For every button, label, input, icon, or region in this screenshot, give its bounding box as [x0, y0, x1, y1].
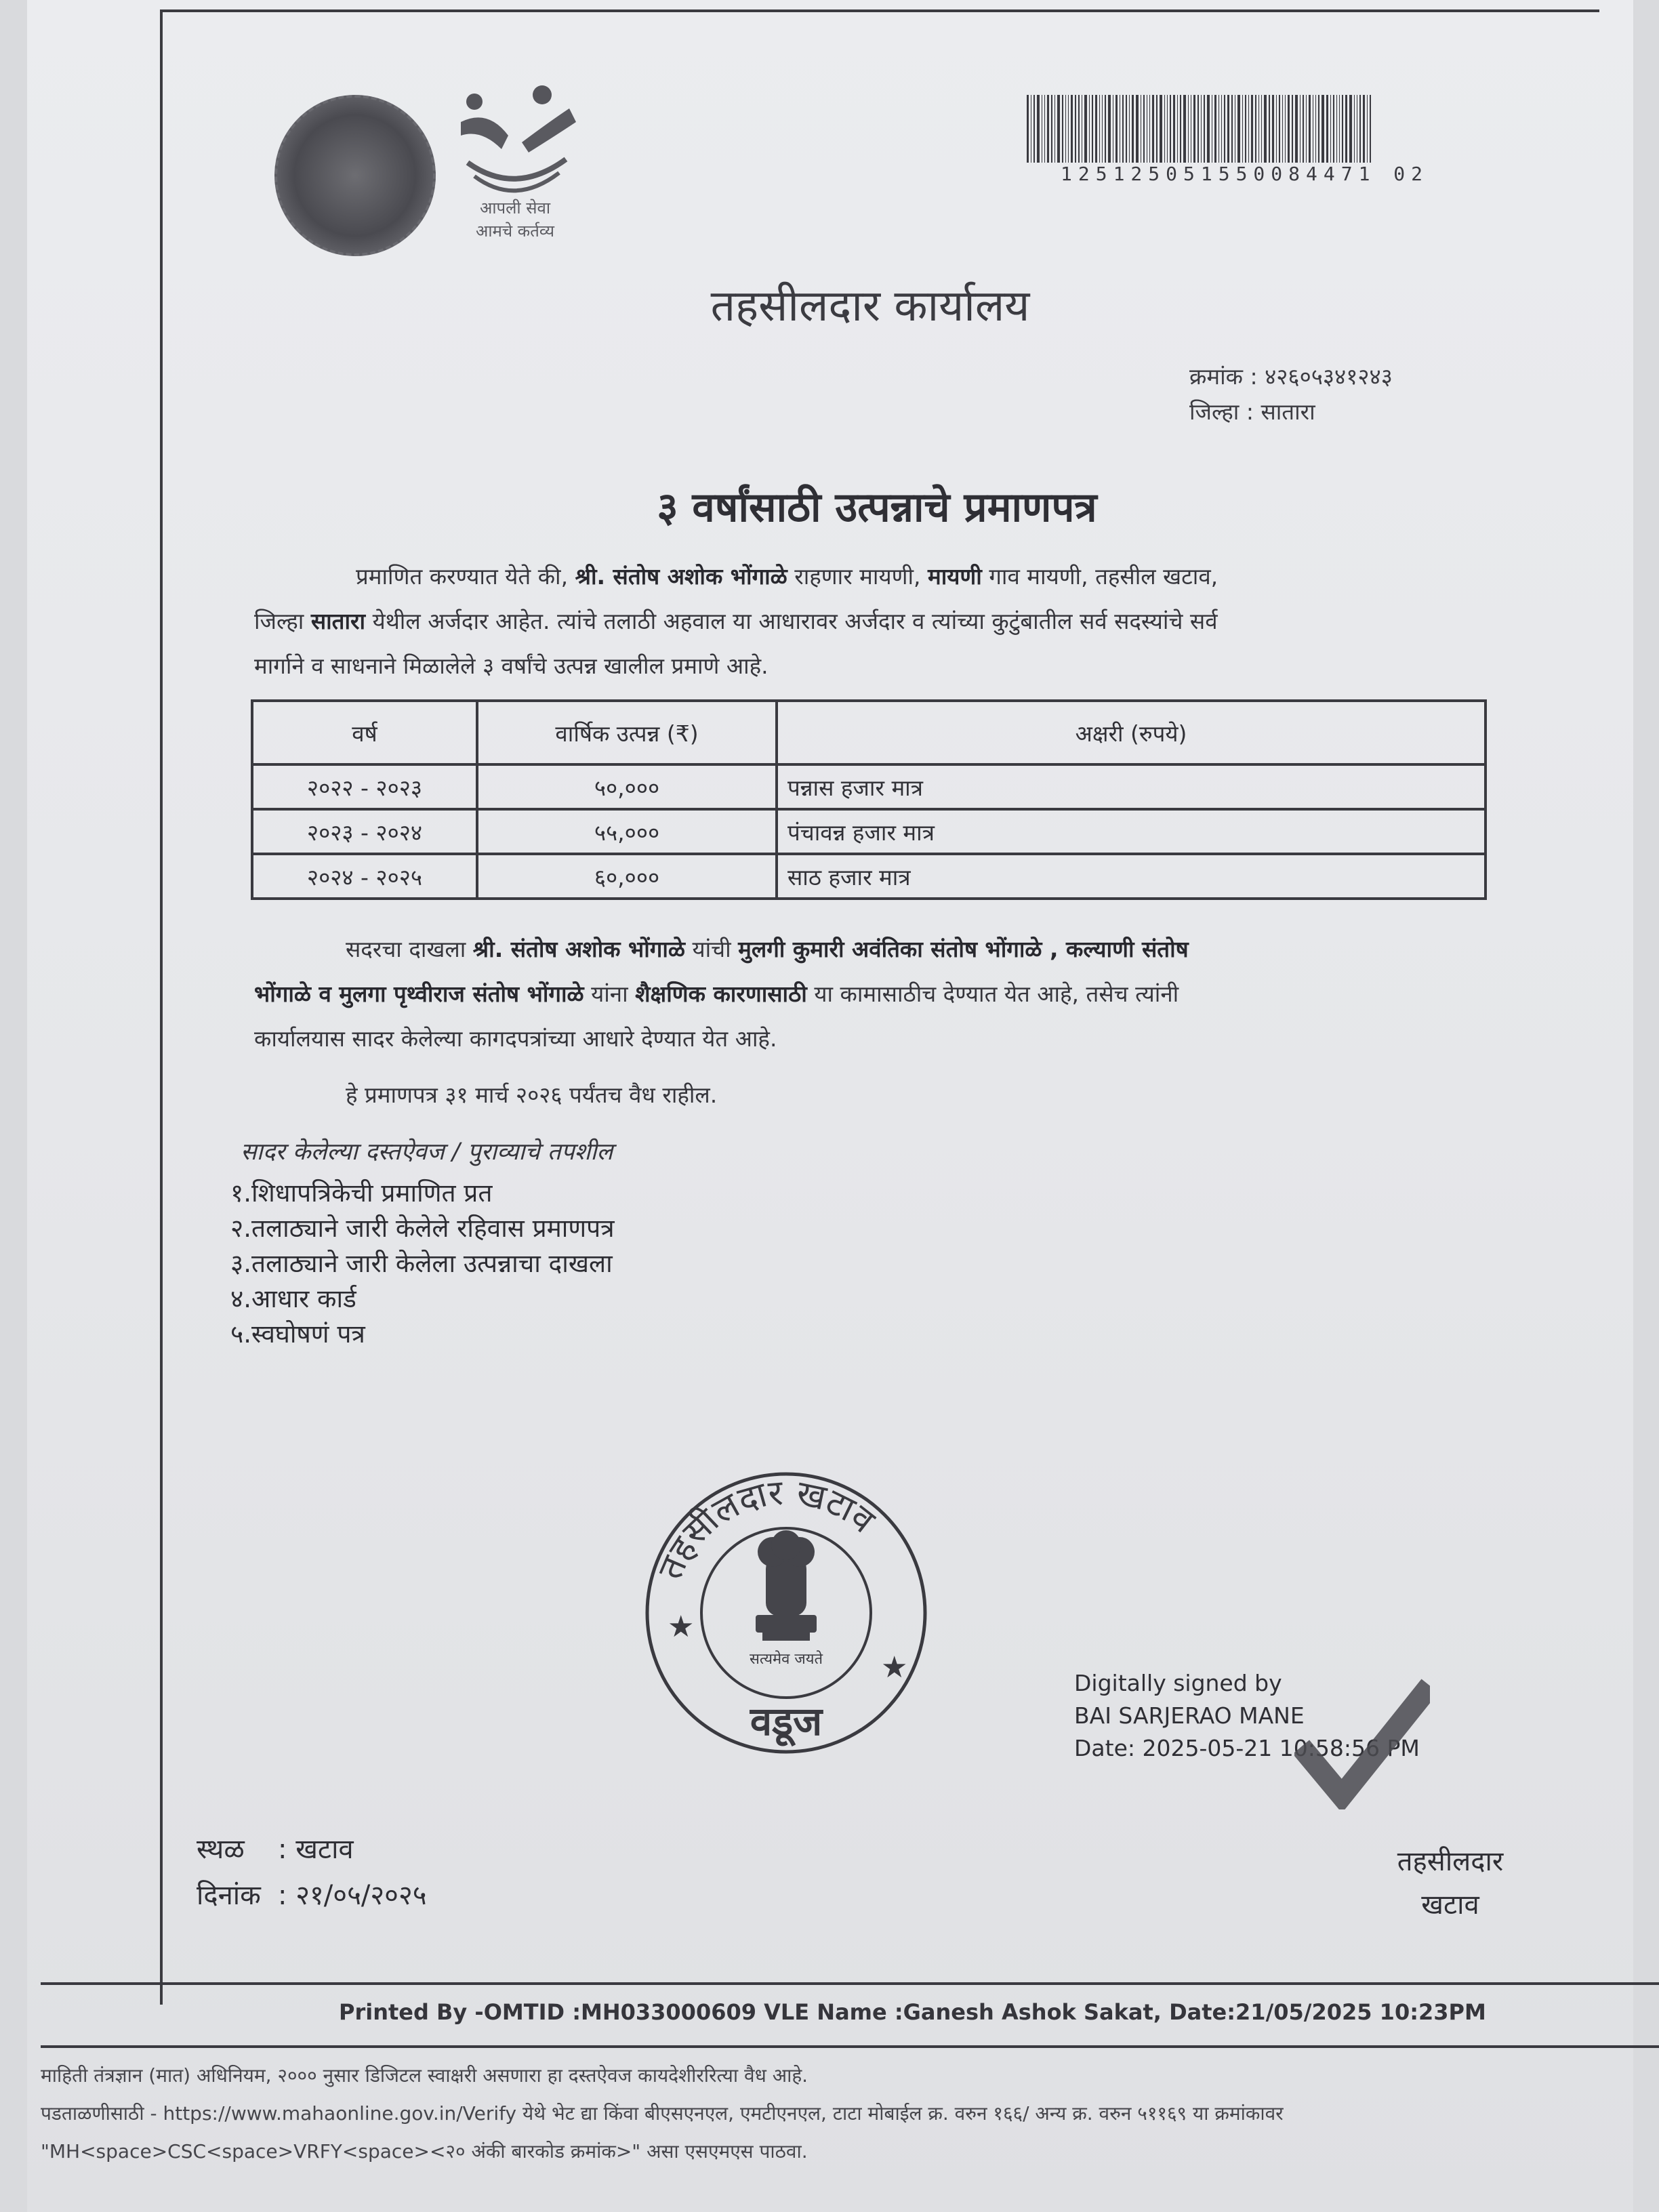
barcode-bar — [1183, 95, 1186, 163]
barcode-bar — [1282, 95, 1283, 163]
barcode-bar — [1177, 95, 1178, 163]
village-name: मायणी — [928, 563, 982, 590]
barcode-bar — [1160, 95, 1162, 163]
table-header-row — [252, 701, 1486, 764]
barcode-bar — [1037, 95, 1040, 163]
barcode-bar — [1197, 95, 1199, 163]
barcode-bar — [1221, 95, 1222, 163]
column-header-year: वर्ष — [252, 701, 477, 764]
barcode-bar — [1349, 95, 1352, 163]
purpose-line-2 — [254, 972, 1494, 1017]
district-value: सातारा — [1261, 398, 1315, 425]
barcode-bar — [1136, 95, 1139, 163]
barcode-bar — [1315, 95, 1316, 163]
barcode-bar — [1051, 95, 1052, 163]
barcode-bar — [1342, 95, 1343, 163]
year-cell: २०२४ - २०२५ — [252, 854, 477, 899]
barcode-bar — [1245, 95, 1246, 163]
barcode-bar — [1322, 95, 1324, 163]
words-cell: पंचावन्न हजार मात्र — [777, 809, 1486, 854]
table-row — [252, 809, 1486, 854]
barcode-bar — [1044, 95, 1045, 163]
barcode-bar — [1292, 95, 1293, 163]
barcode-bar — [1333, 95, 1334, 163]
purpose-text: सदरचा दाखला — [346, 936, 473, 962]
district-label: जिल्हा — [1189, 398, 1240, 425]
place-value: : खटाव — [278, 1834, 354, 1865]
barcode-bar — [1065, 95, 1066, 163]
barcode-bar — [1193, 95, 1195, 163]
barcode-bar — [1170, 95, 1171, 163]
seal-motto: सत्यमेव जयते — [749, 1651, 823, 1668]
barcode-bar — [1326, 95, 1328, 163]
serial-number-row: क्रमांक : ४२६०५३४१२४३ — [1189, 363, 1393, 390]
beneficiary-names: भोंगाळे व मुलगा पृथ्वीराज संतोष भोंगाळे — [254, 981, 584, 1007]
barcode-bar — [1279, 95, 1280, 163]
barcode-bar — [1122, 95, 1124, 163]
words-cell: पन्नास हजार मात्र — [777, 764, 1486, 809]
column-header-in-words: अक्षरी (रुपये) — [777, 701, 1486, 764]
barcode-bar — [1102, 95, 1103, 163]
serial-label: क्रमांक — [1189, 363, 1243, 390]
logo-caption-line2: आमचे कर्तव्य — [476, 222, 554, 241]
purpose-line-3: कार्यालयास सादर केलेल्या कागदपत्रांच्या आधारे देण्यात येत आहे. — [254, 1025, 777, 1052]
validity-statement: हे प्रमाणपत्र ३१ मार्च २०२६ पर्यंतच वैध राहील. — [346, 1082, 718, 1108]
barcode-bar — [1092, 95, 1093, 163]
barcode-bar — [1164, 95, 1165, 163]
barcode-bar — [1318, 95, 1319, 163]
purpose-text: या कामासाठीच देण्यात येत आहे, तसेच त्यांनी — [806, 981, 1179, 1007]
barcode-bar — [1264, 95, 1267, 163]
place-label: स्थळ — [197, 1834, 245, 1865]
barcode-bar — [1129, 95, 1130, 163]
beneficiary-names: मुलगी कुमारी अवंतिका संतोष भोंगाळे , कल्याणी संतोष — [738, 936, 1189, 962]
barcode-bar — [1173, 95, 1175, 163]
intro-line-3: मार्गाने व साधनाने मिळालेले ३ वर्षांचे उत्पन्न खालील प्रमाणे आहे. — [254, 653, 769, 679]
place-date-block — [197, 1826, 427, 1919]
barcode-bar — [1309, 95, 1311, 163]
barcode-bar — [1231, 95, 1233, 163]
barcode-bar — [1285, 95, 1286, 163]
logo-caption — [447, 197, 583, 243]
barcode-bar — [1224, 95, 1225, 163]
intro-paragraph — [254, 554, 1494, 689]
barcode-bar — [1057, 95, 1060, 163]
footer-line-1: माहिती तंत्रज्ञान (मात) अधिनियम, २००० नुसार डिजिटल स्वाक्षरी असणारा हा दस्तऐवज कायदेशीररित्या वैध आहे. — [41, 2064, 808, 2087]
seal-top-text: तहसीलदार खटाव — [650, 1472, 883, 1585]
barcode-bar — [1242, 95, 1243, 163]
barcode-bar — [1188, 95, 1189, 163]
intro-line-2 — [254, 599, 1494, 644]
barcode-bar — [1207, 95, 1210, 163]
signature-verified-check-icon — [1294, 1674, 1430, 1809]
tahsildar-seal-stamp — [627, 1460, 945, 1765]
barcode-icon — [1027, 95, 1501, 163]
barcode-bar — [1156, 95, 1158, 163]
signer-name: BAI SARJERAO MANE — [1074, 1702, 1305, 1729]
barcode-bar — [1071, 95, 1073, 163]
seal-star-icon: ★ — [668, 1610, 695, 1644]
documents-heading: सादर केलेल्या दस्तऐवज / पुराव्याचे तपशील — [241, 1139, 613, 1166]
barcode-bar — [1027, 95, 1029, 163]
date-label: दिनांक — [197, 1880, 261, 1911]
barcode-bar — [1105, 95, 1106, 163]
intro-text: येथील अर्जदार आहेत. त्यांचे तलाठी अहवाल या आधारावर अर्जदार व त्यांच्या कुटुंबातील सर्व सदस्यांचे सर्व — [365, 608, 1218, 634]
purpose-paragraph — [254, 927, 1494, 1061]
barcode-bar — [1068, 95, 1069, 163]
year-cell: २०२२ - २०२३ — [252, 764, 477, 809]
purpose-line-1 — [254, 927, 1494, 972]
barcode-bar — [1227, 95, 1229, 163]
barcode-bar — [1269, 95, 1270, 163]
barcode-bar — [1330, 95, 1331, 163]
signature-line-1: Digitally signed by — [1074, 1670, 1282, 1696]
officer-place: खटाव — [1421, 1889, 1479, 1921]
barcode-bar — [1033, 95, 1035, 163]
barcode-bar — [1089, 95, 1090, 163]
barcode-bar — [1261, 95, 1262, 163]
date-row — [197, 1872, 427, 1919]
column-header-annual-income: वार्षिक उत्पन्न (₹) — [477, 701, 777, 764]
certificate-meta — [1189, 359, 1393, 430]
ashoka-emblem-icon — [756, 1530, 817, 1641]
office-title: तहसीलदार कार्यालय — [710, 281, 1030, 331]
barcode-bar — [1108, 95, 1111, 163]
barcode-bar — [1258, 95, 1259, 163]
barcode-bar — [1367, 95, 1368, 163]
barcode-bar — [1218, 95, 1219, 163]
barcode-bar — [1255, 95, 1256, 163]
list-item: ४.आधार कार्ड — [230, 1284, 356, 1313]
barcode-bar — [1345, 95, 1347, 163]
printed-by-line: Printed By -OMTID :MH033000609 VLE Name :Ganesh Ashok Sakat, Date:21/05/2025 10:23PM — [339, 1999, 1486, 2025]
barcode-bar — [1075, 95, 1076, 163]
barcode-bar — [1306, 95, 1307, 163]
barcode-bar — [1152, 95, 1154, 163]
seal-star-icon: ★ — [881, 1650, 908, 1685]
barcode-bar — [1180, 95, 1181, 163]
applicant-name: श्री. संतोष अशोक भोंगाळे — [472, 936, 685, 962]
barcode-bar — [1339, 95, 1340, 163]
barcode-bar — [1237, 95, 1240, 163]
barcode-bar — [1062, 95, 1063, 163]
purpose-text: यांना — [583, 981, 636, 1007]
barcode-bar — [1272, 95, 1274, 163]
state-emblem-seal-image — [274, 95, 436, 256]
documents-list — [230, 1176, 615, 1352]
barcode-bar — [1336, 95, 1337, 163]
barcode-bar — [1248, 95, 1249, 163]
barcode-bar — [1354, 95, 1355, 163]
list-item: २.तलाठ्याने जारी केलेले रहिवास प्रमाणपत्र — [230, 1214, 615, 1243]
place-row — [197, 1826, 427, 1872]
amount-cell: ५०,००० — [477, 764, 777, 809]
intro-text: प्रमाणित करण्यात येते की, — [356, 563, 575, 590]
list-item: ५.स्वघोषणं पत्र — [230, 1319, 365, 1349]
footer-line-3: "MH<space>CSC<space>VRFY<space><२० अंकी बारकोड क्रमांक>" असा एसएमएस पाठवा. — [41, 2140, 808, 2163]
table-row — [252, 854, 1486, 899]
intro-line-1 — [254, 554, 1494, 599]
intro-text: राहणार मायणी, — [787, 563, 928, 590]
table-row — [252, 764, 1486, 809]
barcode-bar — [1201, 95, 1202, 163]
district-name: सातारा — [310, 608, 366, 634]
barcode-bar — [1359, 95, 1361, 163]
barcode-bar — [1084, 95, 1087, 163]
barcode-bar — [1167, 95, 1168, 163]
divider — [41, 1982, 1659, 1985]
barcode-bar — [1115, 95, 1118, 163]
barcode-bar — [1047, 95, 1049, 163]
barcode-bar — [1214, 95, 1216, 163]
certificate-title: ३ वर्षांसाठी उत्पन्नाचे प्रमाणपत्र — [657, 484, 1097, 531]
barcode-bar — [1370, 95, 1371, 163]
barcode-bar — [1078, 95, 1080, 163]
amount-cell: ५५,००० — [477, 809, 777, 854]
barcode-bar — [1099, 95, 1100, 163]
signature-date: Date: 2025-05-21 10:58:56 PM — [1074, 1735, 1420, 1761]
district-row: जिल्हा : सातारा — [1189, 398, 1315, 425]
list-item: १.शिधापत्रिकेची प्रमाणित प्रत — [230, 1179, 493, 1208]
barcode-number: 125125051550084471 02 — [1061, 163, 1429, 185]
divider — [41, 2045, 1659, 2048]
issuing-officer — [1369, 1840, 1532, 1927]
logo-caption-line1: आपली सेवा — [479, 199, 551, 218]
verification-footer — [41, 2057, 1640, 2171]
intro-text: जिल्हा — [254, 608, 311, 634]
barcode-bar — [1303, 95, 1304, 163]
applicant-name: श्री. संतोष अशोक भोंगाळे — [575, 563, 787, 590]
barcode-bar — [1132, 95, 1134, 163]
intro-text: गाव मायणी, तहसील खटाव, — [981, 563, 1218, 590]
barcode-bar — [1204, 95, 1205, 163]
barcode-bar — [1288, 95, 1290, 163]
amount-cell: ६०,००० — [477, 854, 777, 899]
footer-line-2: पडताळणीसाठी - https://www.mahaonline.gov.in/Verify येथे भेट द्या किंवा बीएसएनएल, एमटीएनएल, टाटा मोबाईल क्र. वरुन १६६/ अन्य क्र. वरुन ५११६९ या क्रमांकावर — [41, 2102, 1284, 2125]
purpose-text: यांची — [684, 936, 739, 962]
barcode-bar — [1363, 95, 1365, 163]
serial-value: ४२६०५३४१२४३ — [1265, 363, 1393, 390]
words-cell: साठ हजार मात्र — [777, 854, 1486, 899]
barcode-bar — [1126, 95, 1127, 163]
barcode-bar — [1295, 95, 1298, 163]
barcode-bar — [1149, 95, 1150, 163]
date-value: : २१/०५/२०२५ — [278, 1880, 427, 1911]
year-cell: २०२३ - २०२४ — [252, 809, 477, 854]
barcode-bar — [1143, 95, 1145, 163]
seal-bottom-text: वडूज — [750, 1698, 823, 1744]
officer-title: तहसीलदार — [1397, 1846, 1504, 1877]
barcode-bar — [1276, 95, 1277, 163]
barcode-bar — [1095, 95, 1097, 163]
purpose-reason: शैक्षणिक कारणासाठी — [635, 981, 807, 1007]
barcode-bar — [1054, 95, 1055, 163]
income-table — [251, 699, 1487, 900]
barcode-bar — [1251, 95, 1253, 163]
list-item: ३.तलाठ्याने जारी केलेला उत्पन्नाचा दाखला — [230, 1249, 613, 1278]
